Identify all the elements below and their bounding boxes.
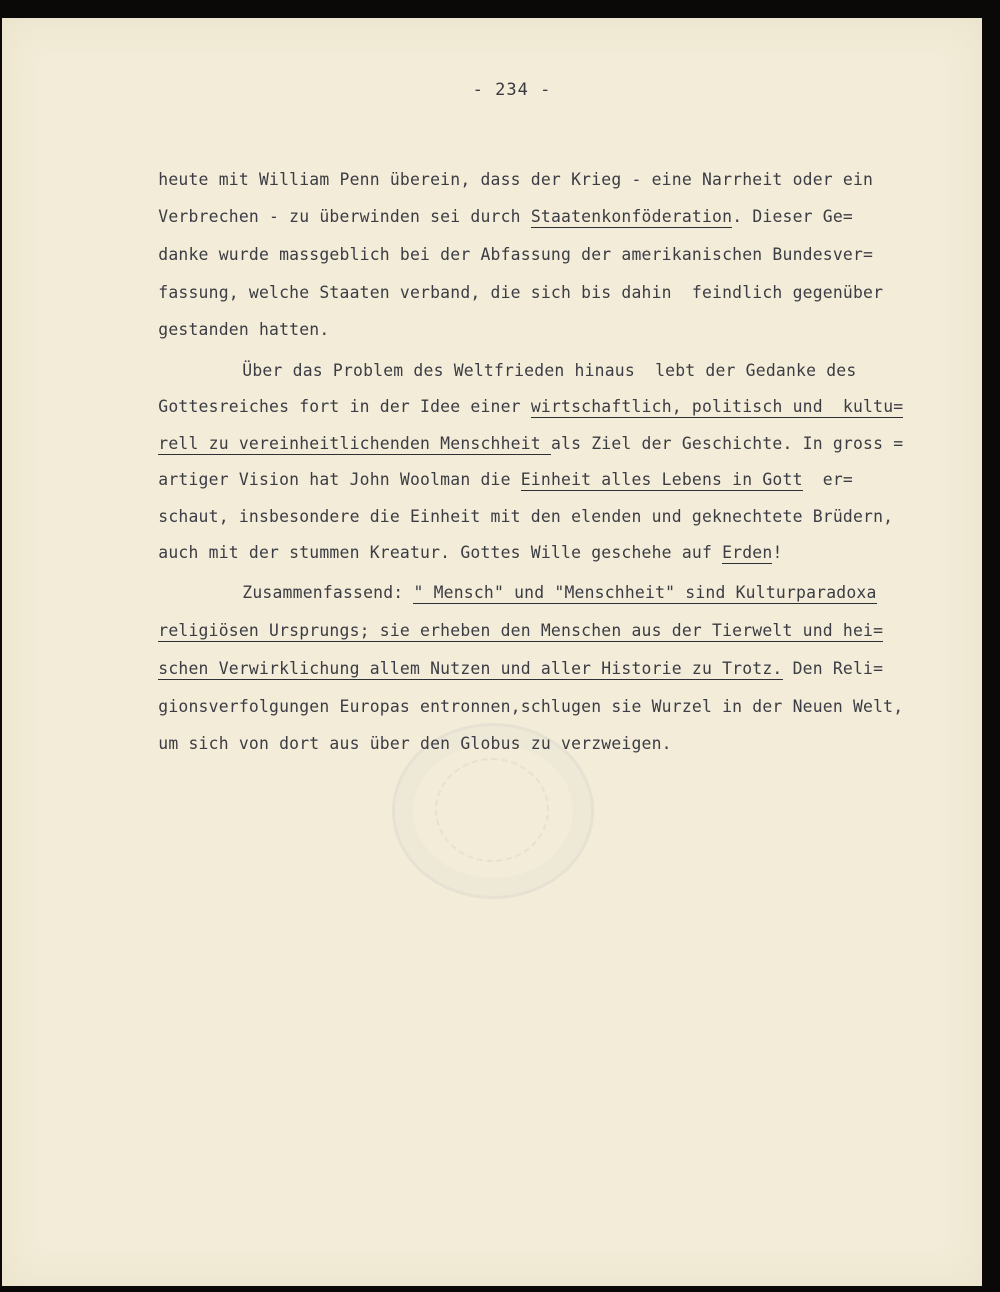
underlined-text: " Mensch" und "Menschheit" sind Kulturparadoxa (413, 583, 877, 602)
text-segment: ! (772, 543, 783, 562)
text-segment: Über das Problem des Weltfrieden hinaus lebt der Gedanke des (242, 361, 857, 380)
text-segment: danke wurde massgeblich bei der Abfassung der amerikanischen Bundesver= (158, 245, 874, 264)
text-segment: er= (802, 470, 853, 489)
text-segment: um sich von dort aus über den Globus zu verzweigen. (158, 734, 672, 753)
document-page (2, 18, 982, 1286)
text-segment: . Dieser Ge= (732, 207, 854, 226)
text-segment: als Ziel der Geschichte. In gross = (550, 434, 904, 453)
underlined-text: Einheit alles Lebens in Gott (520, 470, 803, 489)
text-segment: heute mit William Penn überein, dass der Krieg - eine Narrheit oder ein (158, 170, 874, 189)
text-segment: Den Reli= (782, 659, 884, 678)
text-segment: schaut, insbesondere die Einheit mit den elenden und geknechtete Brüdern, (158, 507, 894, 526)
underlined-text: wirtschaftlich, politisch und kultu= (530, 397, 904, 416)
text-segment: gestanden hatten. (158, 320, 330, 339)
text-segment: Zusammenfassend: (242, 583, 414, 602)
underlined-text: schen Verwirklichung allem Nutzen und aller Historie zu Trotz. (158, 659, 783, 678)
underlined-text: religiösen Ursprungs; sie erheben den Menschen aus der Tierwelt und hei= (158, 621, 884, 640)
text-line (118, 715, 672, 772)
page-number: - 234 - (472, 80, 552, 100)
underlined-text: rell zu vereinheitlichenden Menschheit (158, 434, 551, 453)
text-segment: gionsverfolgungen Europas entronnen,schlugen sie Wurzel in der Neuen Welt, (158, 697, 904, 716)
text-segment: Verbrechen - zu überwinden sei durch (158, 207, 531, 226)
underlined-text: Staatenkonföderation (530, 207, 733, 226)
text-segment: Gottesreiches fort in der Idee einer (158, 397, 531, 416)
faint-stamp-inner (435, 758, 549, 862)
text-segment: auch mit der stummen Kreatur. Gottes Wille geschehe auf (158, 543, 723, 562)
underlined-text: Erden (722, 543, 773, 562)
text-segment: fassung, welche Staaten verband, die sich bis dahin feindlich gegenüber (158, 283, 884, 302)
text-segment: artiger Vision hat John Woolman die (158, 470, 521, 489)
